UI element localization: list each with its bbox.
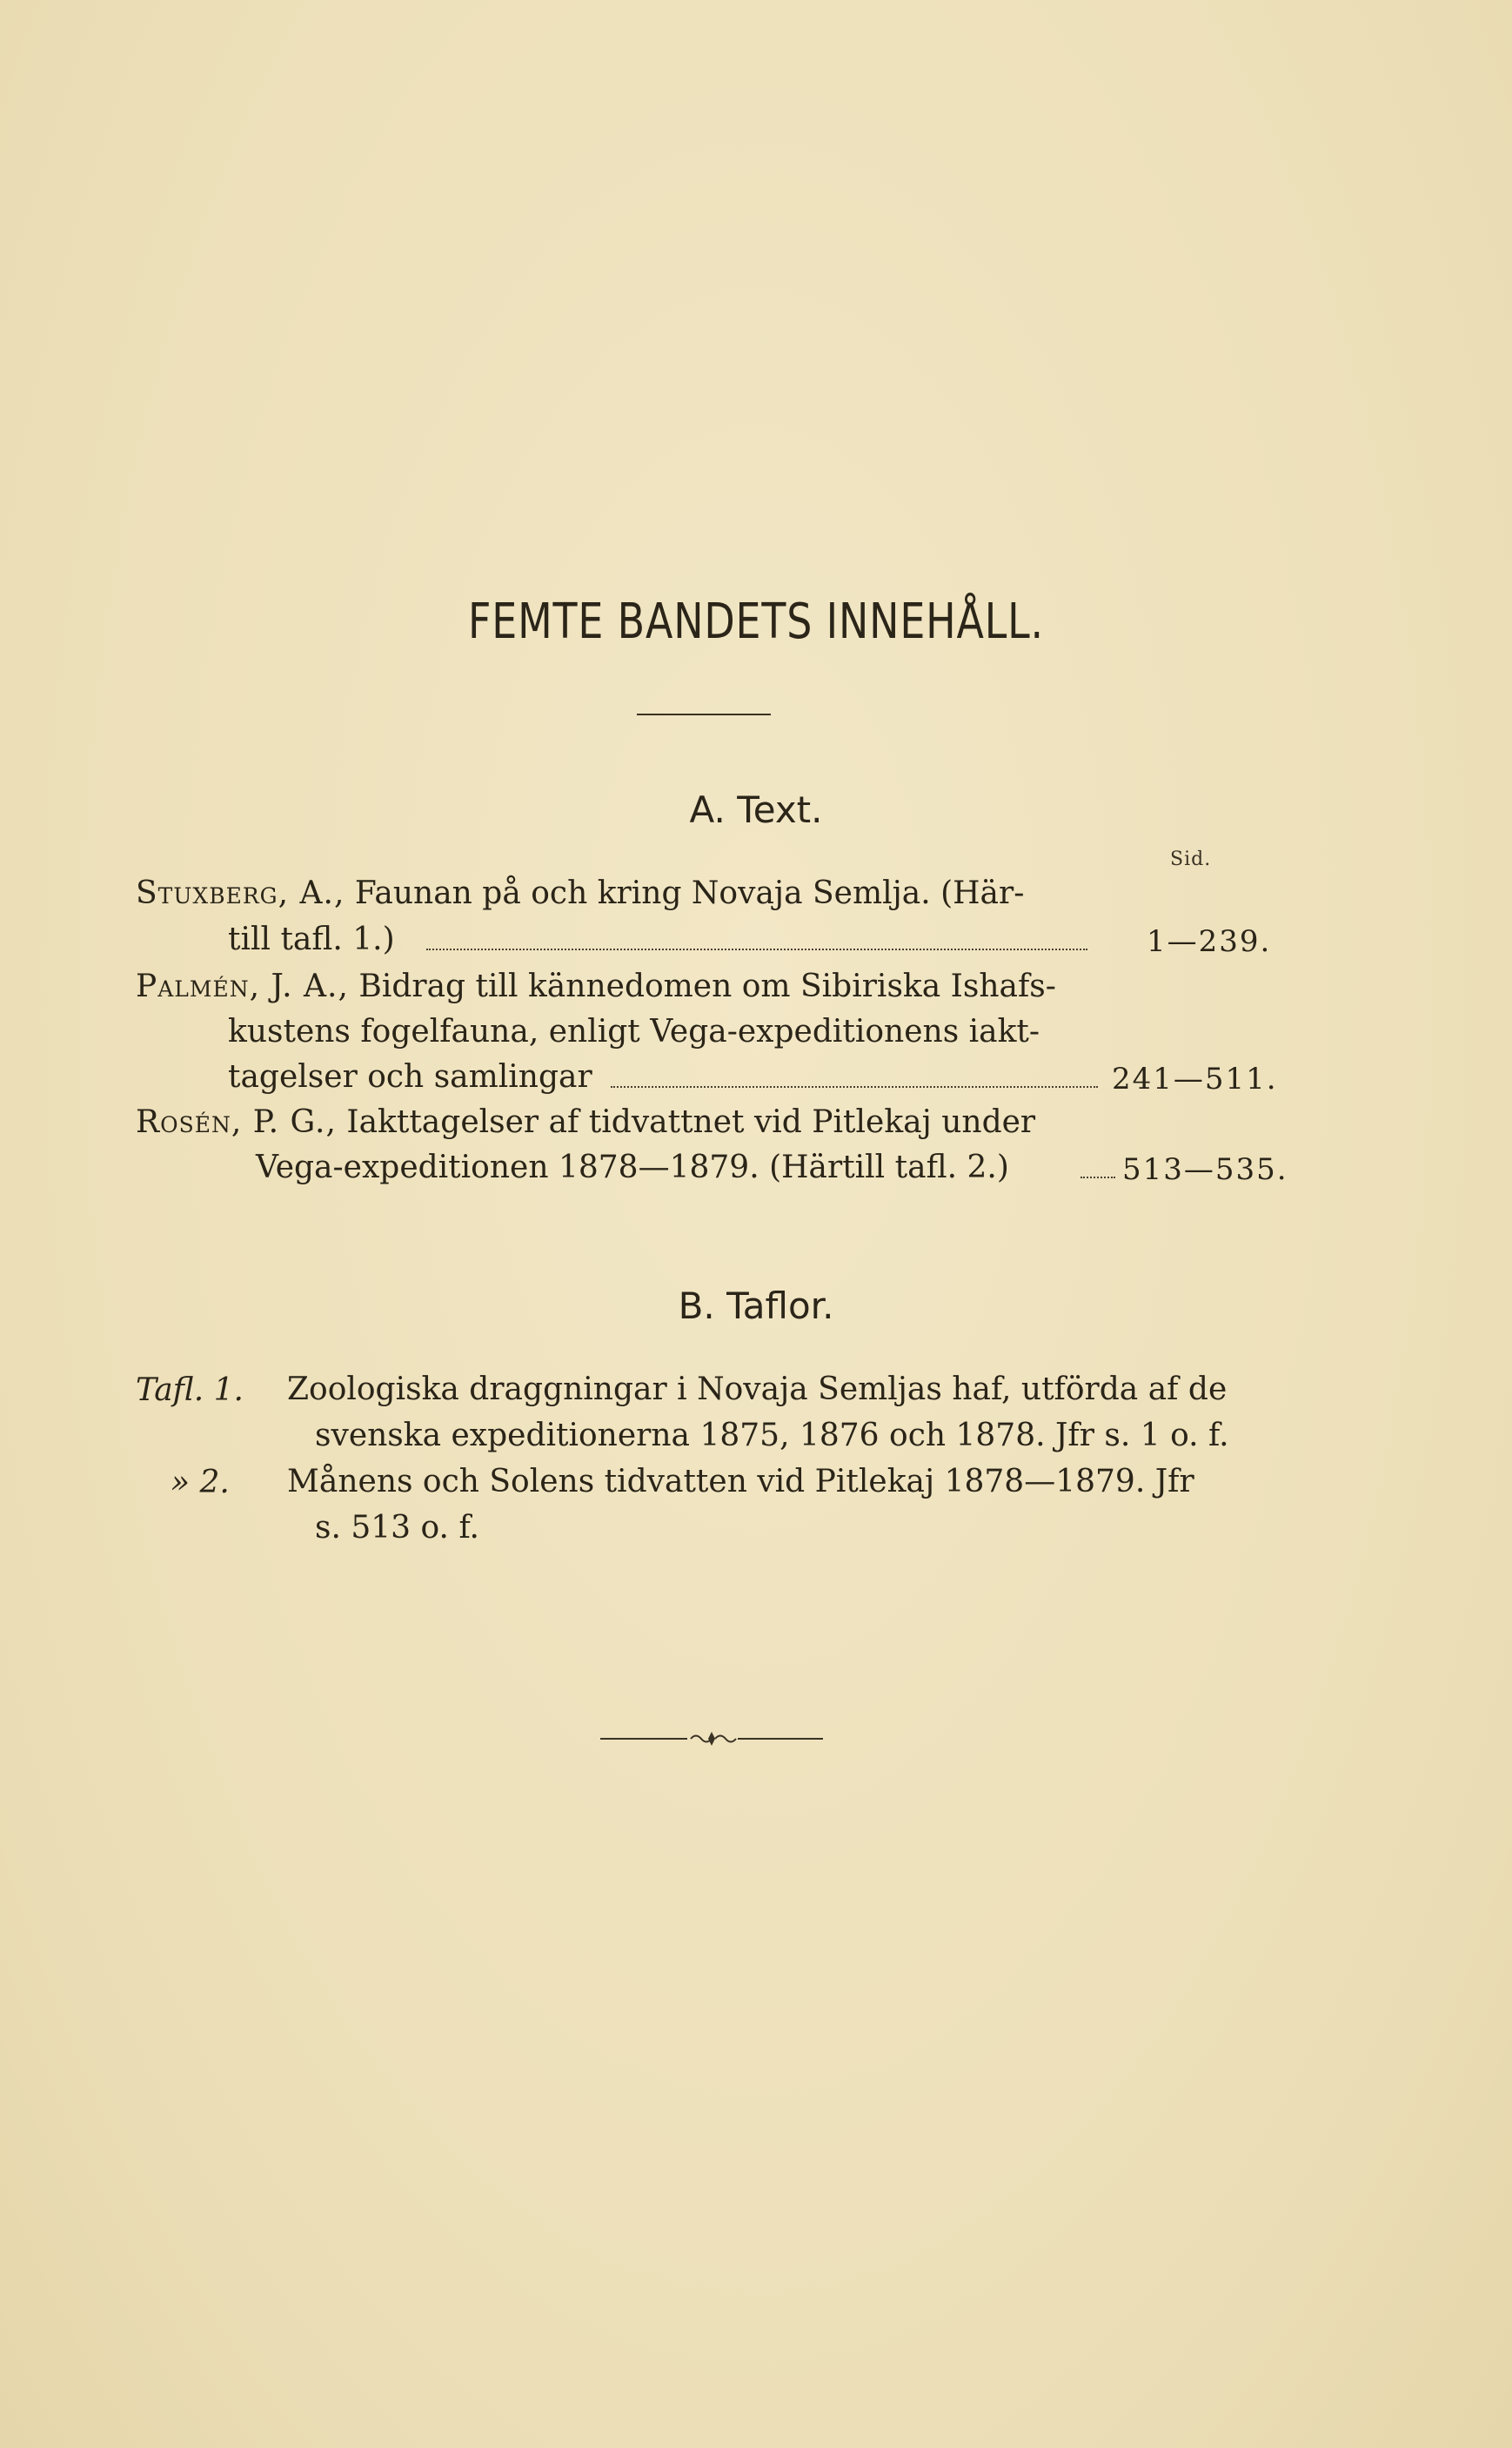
plate-1-line-2: svenska expeditionerna 1875, 1876 och 1878. Jfr s. 1 o. f. [315,1418,1229,1453]
toc-entry-2-line-1 [136,971,1056,1003]
plate-2-line-2: s. 513 o. f. [315,1510,479,1546]
toc-entry-3-leader [1080,1177,1115,1178]
toc-entry-3-title-2: Vega-expeditionen 1878—1879. (Härtill tafl. 2.) [256,1150,1009,1185]
ornament-right-curl [715,1736,736,1742]
toc-entry-2-leader [611,1086,1098,1088]
ornament-center-diamond [708,1732,715,1746]
toc-entry-3-author: Rosén, P. G., [136,1104,337,1140]
plate-1-line-1: Zoologiska draggningar i Novaja Semljas haf, utförda af de [287,1372,1228,1407]
sid-label: Sid. [1170,848,1212,870]
toc-entry-2-author: Palmén, J. A., [136,969,349,1004]
toc-entry-1-title-1: Faunan på och kring Novaja Semlja. (Här- [354,875,1025,911]
toc-entry-3-line-1 [136,1104,1036,1140]
toc-entry-2-title-2: kustens fogelfauna, enligt Vega-expeditionens iakt- [228,1014,1040,1050]
toc-entry-2-title-3: tagelser och samlingar [228,1059,592,1095]
toc-entry-2-pages: 241—511. [1112,1062,1278,1097]
plate-2-label: » 2. [171,1465,230,1500]
toc-entry-1-leader [426,949,1087,950]
end-ornament [600,1730,823,1747]
page-title: FEMTE BANDETS INNEHÅLL. [468,594,1044,650]
toc-entry-1-title-2: till tafl. 1.) [228,922,395,957]
section-b-heading: B. Taflor. [678,1284,834,1327]
plate-2-line-1: Månens och Solens tidvatten vid Pitlekaj 1878—1879. Jfr [287,1464,1194,1499]
toc-entry-1-author: Stuxberg, A., [136,875,345,911]
section-a-heading: A. Text. [689,788,823,831]
toc-entry-1-line-1 [136,875,1025,911]
toc-entry-2-title-1: Bidrag till kännedomen om Sibiriska Ishafs- [358,969,1056,1004]
plate-1-label: Tafl. 1. [136,1372,244,1408]
toc-entry-3-title-1: Iakttagelser af tidvattnet vid Pitlekaj under [346,1104,1036,1140]
title-rule [637,714,771,715]
toc-entry-1-pages: 1—239. [1147,924,1272,959]
toc-entry-3-pages: 513—535. [1122,1152,1288,1187]
